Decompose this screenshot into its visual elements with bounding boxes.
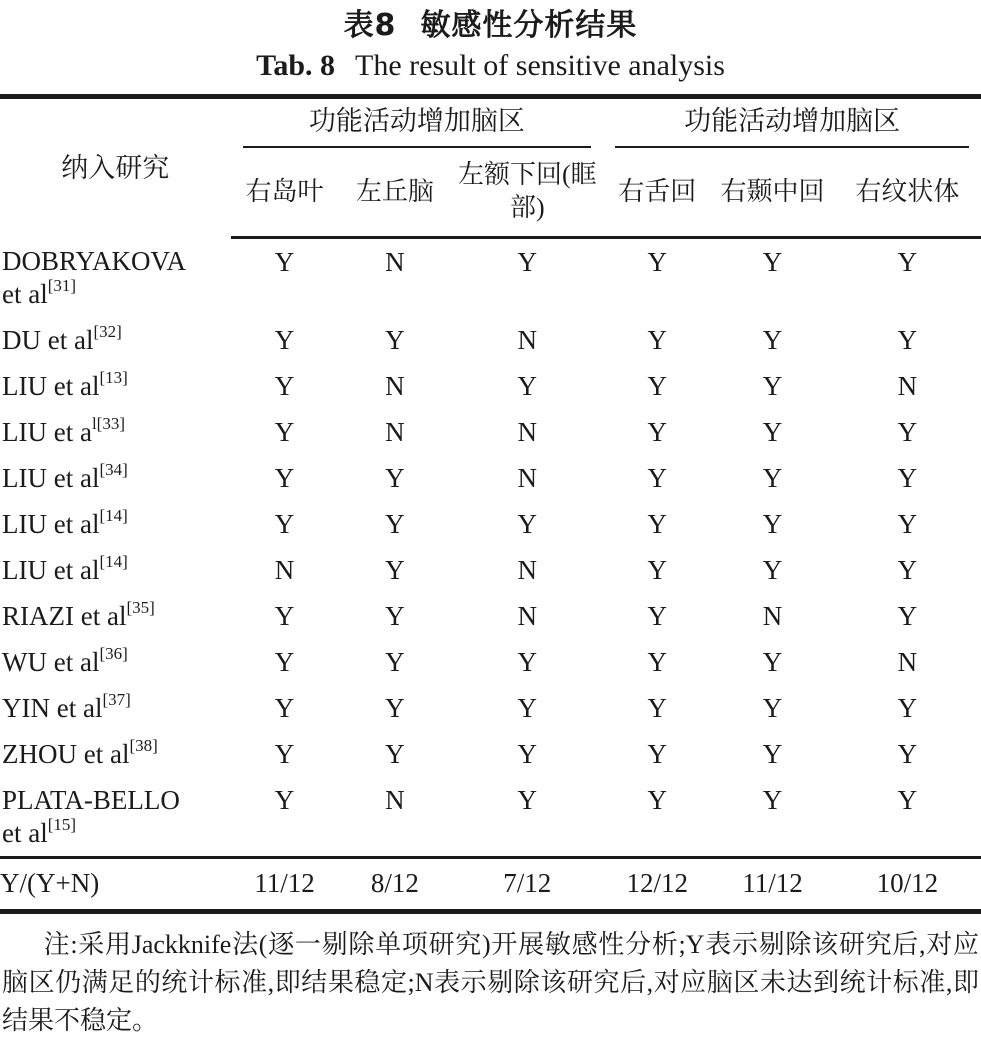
cell-value: Y	[762, 508, 783, 539]
cell-value: Y	[517, 247, 538, 277]
study-name: LIU et al[14]	[2, 505, 128, 539]
cell-value: Y	[897, 324, 918, 355]
cell-value: Y	[647, 784, 667, 815]
reference-superscript: [14]	[99, 505, 128, 525]
cell-value: Y	[274, 784, 295, 815]
cell-value: N	[385, 784, 405, 815]
table-row	[0, 238, 981, 317]
table-title-cn-text: 敏感性分析结果	[420, 8, 638, 43]
group-header-label: 功能活动增加脑区	[615, 99, 969, 148]
cell-value: Y	[274, 692, 295, 723]
summary-value: 11/12	[231, 857, 339, 911]
column-header-left-thalamus: 左丘脑	[338, 148, 451, 238]
cell-value: Y	[647, 692, 667, 723]
cell-value: Y	[385, 324, 405, 355]
table-row	[0, 501, 981, 547]
reference-superscript: [13]	[99, 367, 128, 387]
column-header-left-inferior-frontal: 左额下回(眶部)	[451, 148, 603, 238]
cell-value: Y	[762, 692, 783, 723]
cell-value: Y	[647, 508, 667, 539]
cell-value: Y	[762, 554, 783, 585]
cell-value: Y	[274, 416, 295, 447]
reference-superscript: [35]	[126, 597, 155, 617]
sensitivity-analysis-table	[0, 94, 981, 914]
cell-value: Y	[647, 554, 667, 585]
table-row	[0, 409, 981, 455]
cell-value: Y	[647, 247, 667, 277]
cell-value: Y	[385, 738, 405, 769]
cell-value: Y	[647, 738, 667, 769]
reference-superscript: [14]	[99, 551, 128, 571]
study-name: RIAZI et al[35]	[2, 597, 155, 631]
cell-value: Y	[762, 247, 783, 277]
study-name: ZHOU et al[38]	[2, 735, 158, 769]
cell-value: N	[897, 646, 918, 677]
study-name: DOBRYAKOVA et al[31]	[2, 245, 187, 309]
study-name: LIU et $a^{l[33]}$	[2, 413, 125, 447]
group-header-increase-2	[603, 97, 981, 149]
cell-value: N	[274, 554, 295, 585]
column-header-right-middle-temporal: 右颞中回	[711, 148, 834, 238]
cell-value: Y	[762, 646, 783, 677]
cell-value: Y	[517, 370, 538, 401]
summary-value: 8/12	[338, 857, 451, 911]
cell-value: N	[385, 370, 405, 401]
reference-superscript: [31]	[47, 275, 77, 295]
reference-superscript: [38]	[129, 735, 158, 755]
cell-value: Y	[897, 692, 918, 723]
table-title-en-text: The result of sensitive analysis	[355, 49, 725, 82]
cell-value: Y	[274, 738, 295, 769]
cell-value: Y	[517, 738, 538, 769]
cell-value: Y	[385, 508, 405, 539]
cell-value: N	[385, 247, 405, 277]
cell-value: Y	[274, 247, 295, 277]
cell-value: N	[517, 600, 538, 631]
cell-value: Y	[897, 247, 918, 277]
cell-value: Y	[647, 370, 667, 401]
reference-superscript: [37]	[102, 689, 131, 709]
summary-row	[0, 857, 981, 911]
cell-value: Y	[274, 462, 295, 493]
table-row	[0, 685, 981, 731]
cell-value: Y	[897, 508, 918, 539]
cell-value: N	[762, 600, 783, 631]
reference-superscript: [36]	[99, 643, 128, 663]
cell-value: N	[517, 462, 538, 493]
cell-value: Y	[647, 416, 667, 447]
column-header-study: 纳入研究	[61, 152, 170, 183]
cell-value: Y	[274, 646, 295, 677]
table-title-cn-label: 表8	[343, 8, 397, 43]
table-row	[0, 639, 981, 685]
cell-value: N	[517, 554, 538, 585]
study-name: WU et al[36]	[2, 643, 128, 677]
cell-value: N	[897, 370, 918, 401]
study-name: PLATA-BELLO et al[15]	[2, 784, 180, 848]
summary-value: 10/12	[834, 857, 981, 911]
table-footnote: 注:采用Jackknife法(逐一剔除单项研究)开展敏感性分析;Y表示剔除该研究后,对应脑区仍满足的统计标准,即结果稳定;N表示剔除该研究后,对应脑区未达到统计标准,即结果不稳定。	[2, 929, 979, 1035]
summary-value: 7/12	[451, 857, 603, 911]
column-header-right-insula: 右岛叶	[231, 148, 339, 238]
study-name: LIU et al[34]	[2, 459, 128, 493]
summary-value: 11/12	[711, 857, 834, 911]
table-body	[0, 238, 981, 912]
cell-value: Y	[647, 646, 667, 677]
cell-value: Y	[762, 738, 783, 769]
cell-value: Y	[897, 784, 918, 815]
summary-value: 12/12	[603, 857, 711, 911]
column-header-right-striatum: 右纹状体	[834, 148, 981, 238]
table-row	[0, 547, 981, 593]
cell-value: Y	[385, 692, 405, 723]
cell-value: Y	[762, 462, 783, 493]
table-title-cn	[0, 0, 981, 46]
study-name: DU et al[32]	[2, 321, 122, 355]
table-row	[0, 317, 981, 363]
cell-value: N	[517, 416, 538, 447]
cell-value: Y	[647, 600, 667, 631]
cell-value: Y	[517, 692, 538, 723]
group-header-increase-1	[231, 97, 604, 149]
cell-value: Y	[762, 370, 783, 401]
cell-value: Y	[897, 554, 918, 585]
reference-superscript: l[33]	[91, 413, 125, 433]
table-title-en	[0, 46, 981, 86]
study-name: YIN et al[37]	[2, 689, 131, 723]
cell-value: Y	[517, 784, 538, 815]
cell-value: Y	[517, 508, 538, 539]
table-row	[0, 593, 981, 639]
cell-value: N	[385, 416, 405, 447]
summary-label: Y/(Y+N)	[0, 857, 231, 911]
reference-superscript: [15]	[47, 814, 77, 834]
table-row	[0, 731, 981, 777]
table-row	[0, 455, 981, 501]
reference-superscript: [32]	[93, 321, 122, 341]
cell-value: Y	[274, 508, 295, 539]
column-header-right-lingual: 右舌回	[603, 148, 711, 238]
study-name: LIU et al[14]	[2, 551, 128, 585]
study-name: LIU et al[13]	[2, 367, 128, 401]
table-header	[0, 97, 981, 238]
reference-superscript: [34]	[99, 459, 128, 479]
table-row	[0, 363, 981, 409]
cell-value: Y	[762, 416, 783, 447]
cell-value: Y	[762, 324, 783, 355]
cell-value: Y	[274, 370, 295, 401]
cell-value: Y	[517, 646, 538, 677]
cell-value: Y	[385, 554, 405, 585]
group-header-row	[0, 97, 981, 149]
table-row	[0, 777, 981, 858]
cell-value: Y	[897, 462, 918, 493]
cell-value: Y	[274, 600, 295, 631]
cell-value: Y	[897, 416, 918, 447]
cell-value: Y	[647, 462, 667, 493]
table-title-en-label: Tab. 8	[256, 49, 336, 82]
cell-value: Y	[897, 738, 918, 769]
cell-value: Y	[274, 324, 295, 355]
cell-value: Y	[385, 600, 405, 631]
cell-value: Y	[762, 784, 783, 815]
cell-value: Y	[385, 646, 405, 677]
cell-value: N	[517, 324, 538, 355]
cell-value: Y	[647, 324, 667, 355]
group-header-label: 功能活动增加脑区	[243, 99, 592, 148]
cell-value: Y	[897, 600, 918, 631]
cell-value: Y	[385, 462, 405, 493]
